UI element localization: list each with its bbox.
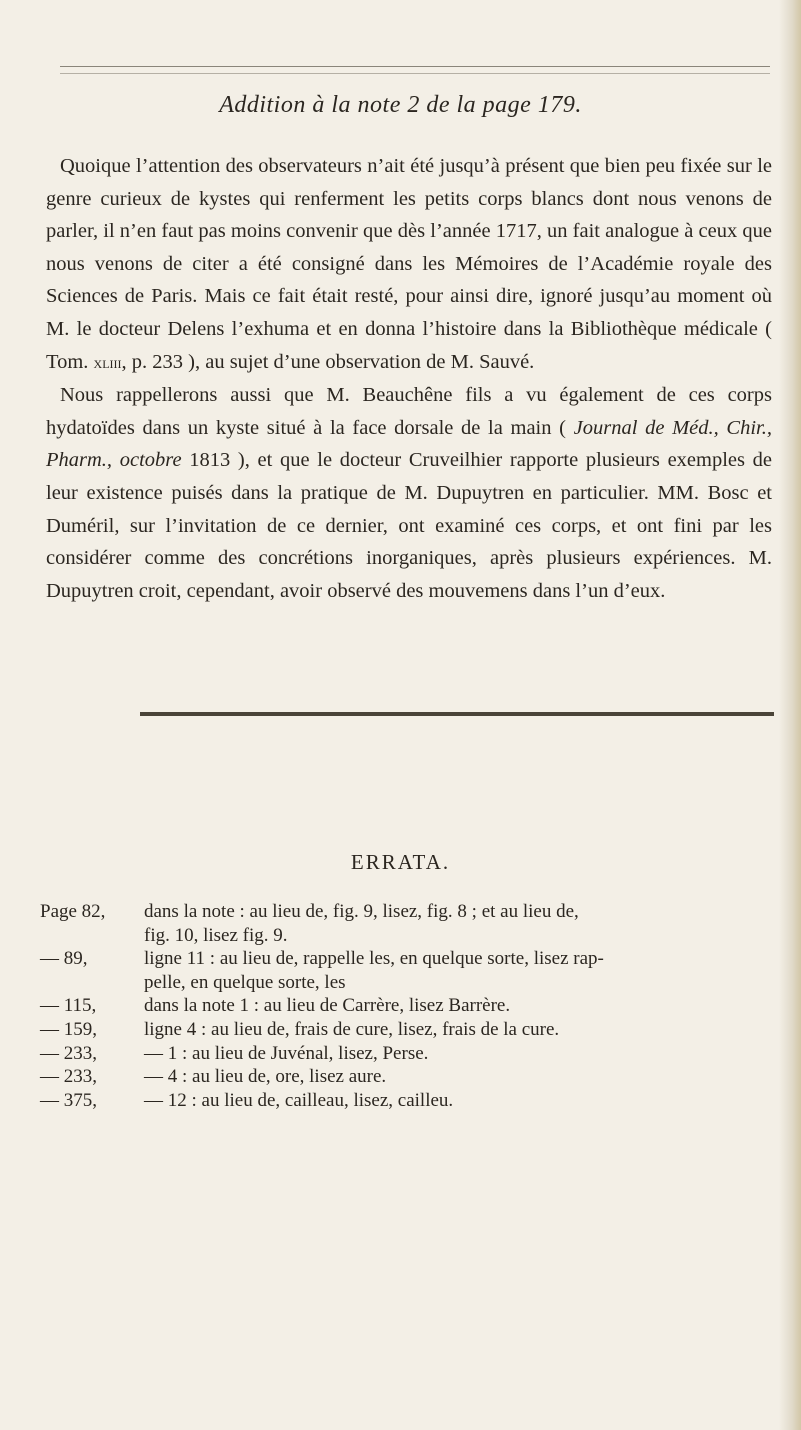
errata-entry: — 375, — 12 : au lieu de, cailleau, lisez, cailleu. [40,1089,454,1111]
errata-heading: ERRATA. [350,850,451,874]
errata-entry: — 159, ligne 4 : au lieu de, frais de cure, lisez, frais de la cure. [40,1018,560,1040]
errata-entry: — 233, — 1 : au lieu de Juvénal, lisez, Perse. [40,1042,429,1064]
page-edge-shadow [779,0,801,1430]
errata-entry-continuation: fig. 10, lisez fig. 9. [144,924,288,946]
errata-entry: Page 82, dans la note : au lieu de, fig. 9, lisez, fig. 8 ; et au lieu de, [40,901,579,922]
paragraph-2: Nous rappellerons aussi que M. Beauchêne fils a vu également de ces corps hydatoïdes dans un kyste situé à la face dorsale de la main ( Journal de Méd., Chir., Pharm., octobre 1813 ), et que le docteur Cruveilhier rapporte plusieurs exemples de leur existence puisés dans la pratique de M. Dupuytren en particulier. MM. Bosc et Duméril, sur l’invitation de ce dernier, ont examiné ces corps, et ont fini par les considérer comme des concrétions inorganiques, après plusieurs expériences. M. Dupuytren croit, cependant, avoir observé des mouvemens dans l’un d’eux. [46,384,773,602]
errata-entry-continuation: pelle, en quelque sorte, les [144,971,346,993]
errata-entry: — 115, dans la note 1 : au lieu de Carrère, lisez Barrère. [40,995,511,1017]
paragraph-1: Quoique l’attention des observateurs n’ait été jusqu’à présent que bien peu fixée sur le genre curieux de kystes qui renferment les petits corps blancs dont nous venons de parler, il n’en faut pas moins convenir que dès l’année 1717, un fait analogue à ceux que nous venons de citer a été consigné dans les Mémoires de l’Académie royale des Sciences de Paris. Mais ce fait était resté, pour ainsi dire, ignoré jusqu’au moment où M. le docteur Delens l’exhuma et en donna l’histoire dans la Bibliothèque médicale ( Tom. xliii, p. 233 ), au sujet d’une observation de M. Sauvé. [46,155,772,373]
errata-list [40,900,780,1112]
errata-entry: — 89, ligne 11 : au lieu de, rappelle les, en quelque sorte, lisez rap- [40,948,604,970]
section-rule [140,712,774,716]
page-title: Addition à la note 2 de la page 179. [219,92,582,118]
tome-number: xliii [93,352,122,372]
top-rule [60,66,770,74]
body-text [46,150,772,607]
journal-reference: Journal de Méd., Chir., Pharm., octobre [46,416,773,472]
errata-entry: — 233, — 4 : au lieu de, ore, lisez aure. [40,1066,387,1088]
